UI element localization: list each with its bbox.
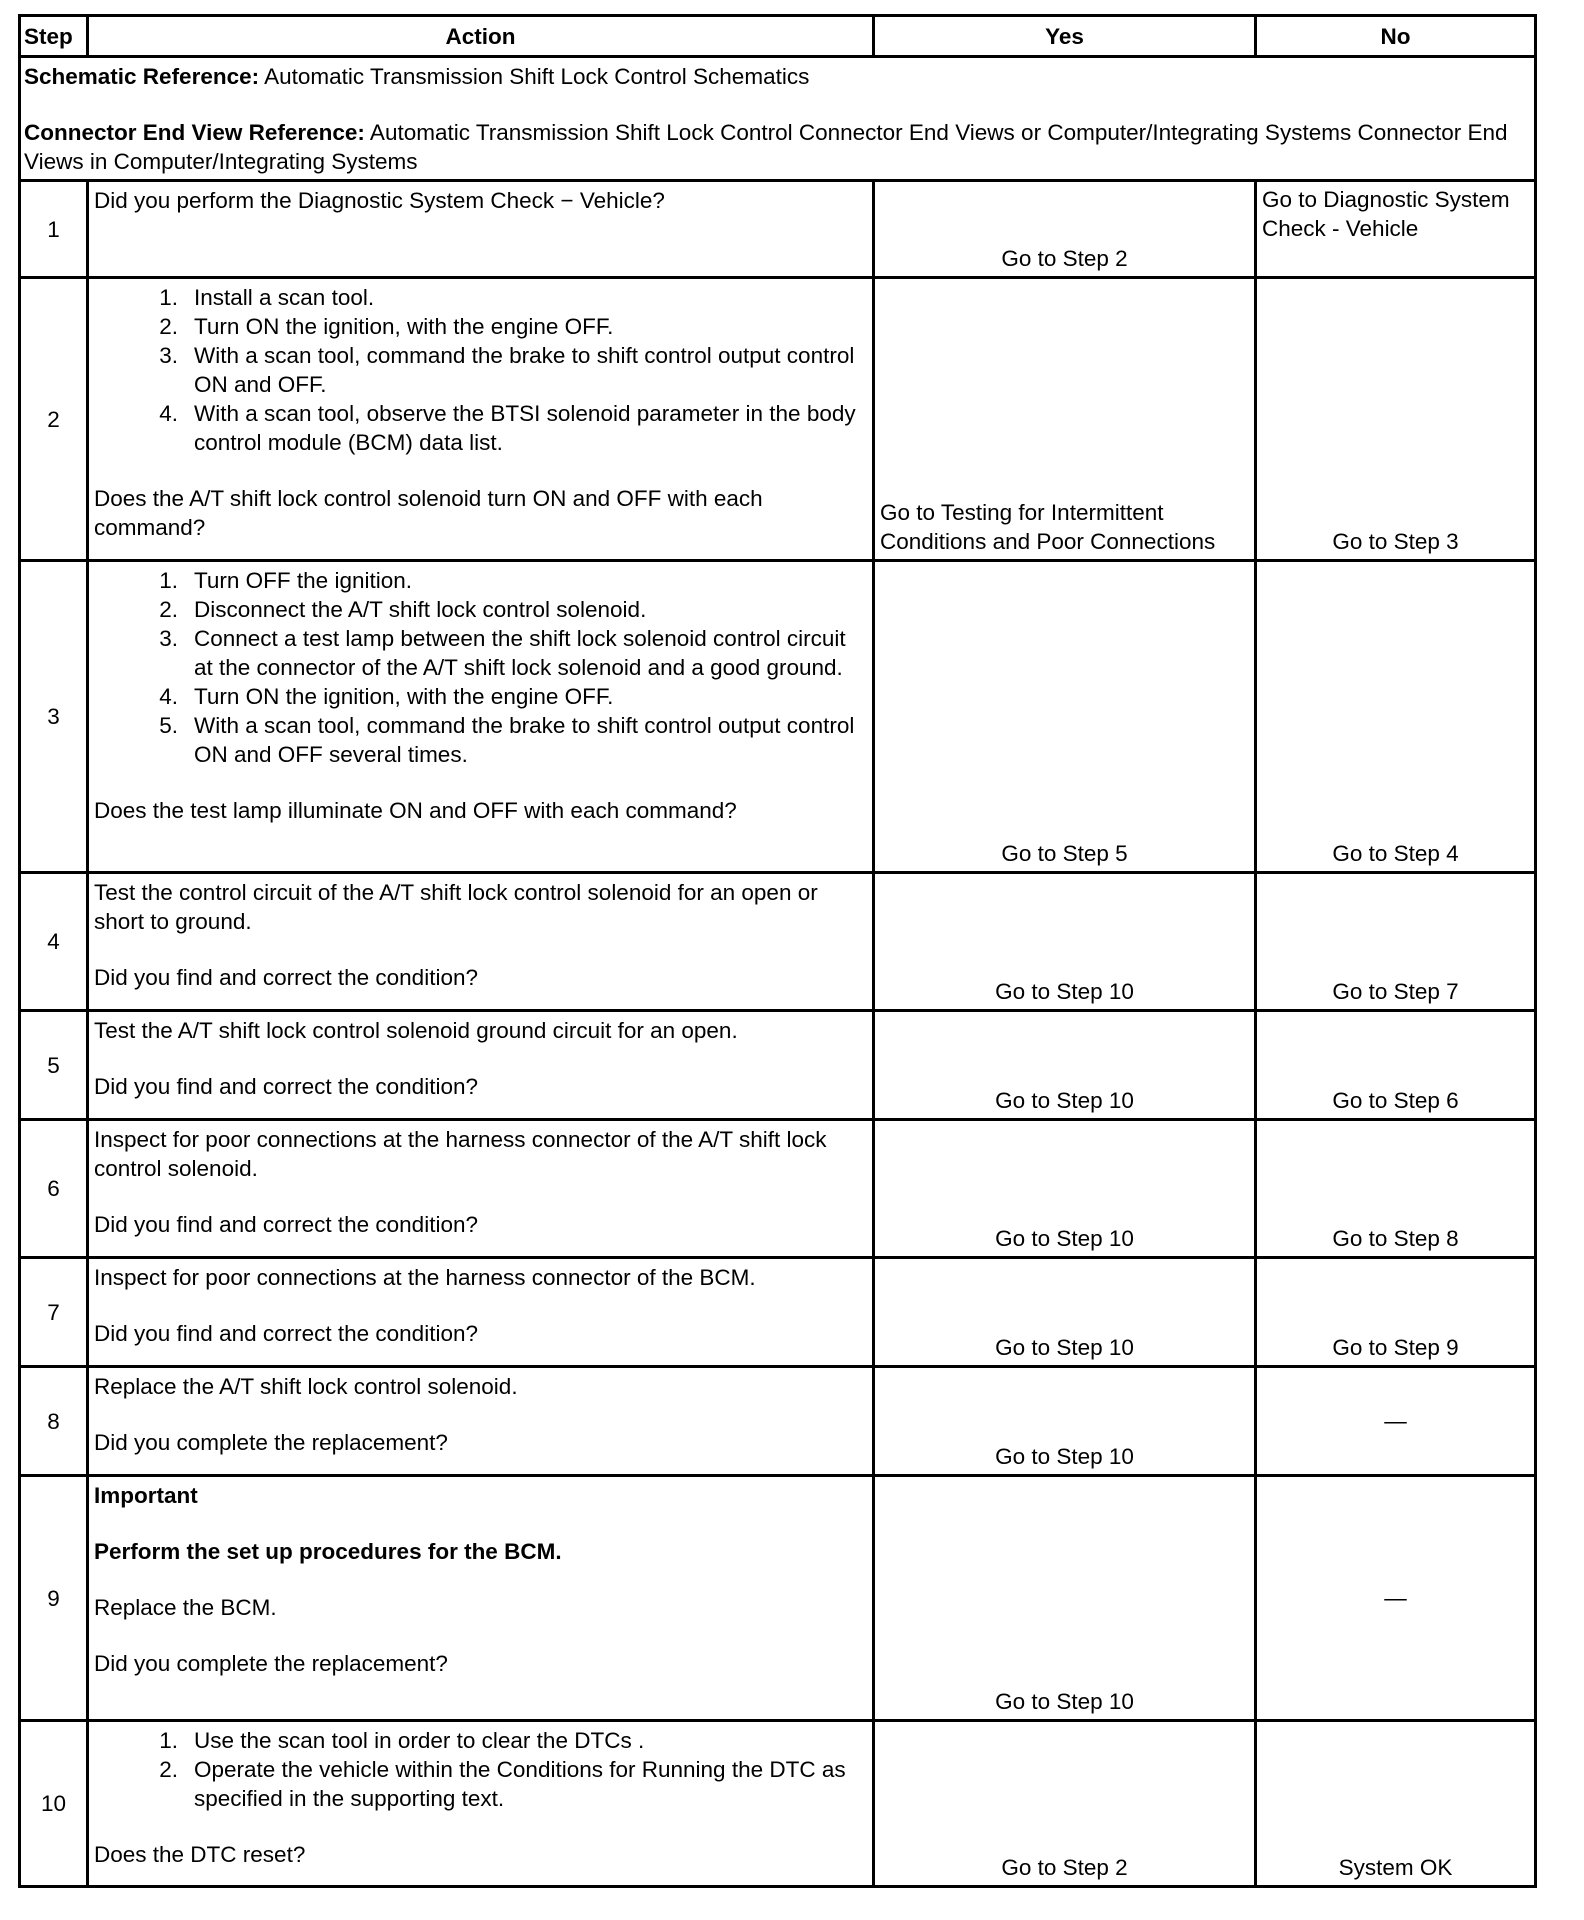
procedure-list (94, 566, 867, 769)
header-no: No (1256, 16, 1536, 57)
table-row (20, 1120, 1536, 1258)
list-item: 2. Turn ON the ignition, with the engine OFF. (159, 314, 614, 339)
reference-cell (20, 57, 1536, 181)
important-heading: Important (94, 1483, 198, 1508)
action-cell (88, 561, 874, 873)
table-row (20, 1367, 1536, 1476)
list-item: 3. With a scan tool, command the brake to shift control output control ON and OFF. (159, 343, 855, 397)
question: Did you find and correct the condition? (94, 1074, 478, 1099)
no-cell: — (1256, 1476, 1536, 1721)
action-cell: Test the A/T shift lock control solenoid ground circuit for an open. Did you find and correct the condition? (88, 1011, 874, 1120)
step-number: 1 (20, 181, 88, 278)
schematic-reference: Schematic Reference: Automatic Transmission Shift Lock Control Schematics (24, 64, 810, 89)
question: Does the A/T shift lock control solenoid turn ON and OFF with each command? (94, 486, 763, 540)
step-number: 3 (20, 561, 88, 873)
list-item: 4. Turn ON the ignition, with the engine OFF. (159, 684, 614, 709)
important-text: Perform the set up procedures for the BCM. (94, 1539, 562, 1564)
list-item: 4. With a scan tool, observe the BTSI solenoid parameter in the body control module (BCM) data list. (159, 401, 856, 455)
procedure-list (94, 283, 867, 457)
action-cell: Did you perform the Diagnostic System Check − Vehicle? (88, 181, 874, 278)
yes-cell: Go to Testing for Intermittent Conditions and Poor Connections (874, 278, 1256, 561)
step-number: 7 (20, 1258, 88, 1367)
step-number: 4 (20, 873, 88, 1011)
list-item: 2. Disconnect the A/T shift lock control solenoid. (159, 597, 647, 622)
no-cell: Go to Step 9 (1256, 1258, 1536, 1367)
question: Did you find and correct the condition? (94, 1321, 478, 1346)
action-cell: Inspect for poor connections at the harness connector of the BCM. Did you find and correct the condition? (88, 1258, 874, 1367)
yes-cell: Go to Step 10 (874, 1011, 1256, 1120)
action-cell: Replace the A/T shift lock control solenoid. Did you complete the replacement? (88, 1367, 874, 1476)
reference-row (20, 57, 1536, 181)
question: Does the DTC reset? (94, 1842, 306, 1867)
table-row (20, 1721, 1536, 1887)
table-row (20, 181, 1536, 278)
step-number: 6 (20, 1120, 88, 1258)
no-cell: Go to Step 7 (1256, 873, 1536, 1011)
action-cell (88, 1721, 874, 1887)
action-cell: Important Perform the set up procedures for the BCM. Replace the BCM. Did you complete the replacement? (88, 1476, 874, 1721)
table-row (20, 873, 1536, 1011)
question: Did you complete the replacement? (94, 1651, 448, 1676)
table-row (20, 1476, 1536, 1721)
no-cell: Go to Step 4 (1256, 561, 1536, 873)
yes-cell: Go to Step 10 (874, 873, 1256, 1011)
question: Did you find and correct the condition? (94, 1212, 478, 1237)
no-cell: — (1256, 1367, 1536, 1476)
procedure-list (94, 1726, 867, 1813)
yes-cell: Go to Step 10 (874, 1120, 1256, 1258)
no-cell: System OK (1256, 1721, 1536, 1887)
step-number: 10 (20, 1721, 88, 1887)
yes-cell: Go to Step 10 (874, 1476, 1256, 1721)
yes-cell: Go to Step 2 (874, 181, 1256, 278)
question: Did you complete the replacement? (94, 1430, 448, 1455)
header-action: Action (88, 16, 874, 57)
action-cell (88, 278, 874, 561)
header-row (20, 16, 1536, 57)
list-item: 5. With a scan tool, command the brake to shift control output control ON and OFF several times. (159, 713, 855, 767)
table-row (20, 1011, 1536, 1120)
header-yes: Yes (874, 16, 1256, 57)
list-item: 1. Use the scan tool in order to clear the DTCs . (159, 1728, 645, 1753)
table-row (20, 561, 1536, 873)
table-row (20, 1258, 1536, 1367)
step-number: 5 (20, 1011, 88, 1120)
no-cell: Go to Step 6 (1256, 1011, 1536, 1120)
list-item: 1. Turn OFF the ignition. (159, 568, 413, 593)
yes-cell: Go to Step 10 (874, 1258, 1256, 1367)
no-cell: Go to Diagnostic System Check - Vehicle (1256, 181, 1536, 278)
yes-cell: Go to Step 5 (874, 561, 1256, 873)
action-cell: Inspect for poor connections at the harness connector of the A/T shift lock control solenoid. Did you find and correct the condition? (88, 1120, 874, 1258)
yes-cell: Go to Step 10 (874, 1367, 1256, 1476)
diagnostic-table (18, 14, 1537, 1888)
list-item: 1. Install a scan tool. (159, 285, 375, 310)
header-step: Step (20, 16, 88, 57)
step-number: 9 (20, 1476, 88, 1721)
step-number: 2 (20, 278, 88, 561)
no-cell: Go to Step 8 (1256, 1120, 1536, 1258)
table-row (20, 278, 1536, 561)
yes-cell: Go to Step 2 (874, 1721, 1256, 1887)
connector-reference: Connector End View Reference: Automatic Transmission Shift Lock Control Connector End Views or Computer/Integrating Systems Connector End Views in Computer/Integrating Systems (24, 120, 1508, 174)
question: Does the test lamp illuminate ON and OFF with each command? (94, 798, 737, 823)
list-item: 2. Operate the vehicle within the Conditions for Running the DTC as specified in the supporting text. (159, 1757, 846, 1811)
no-cell: Go to Step 3 (1256, 278, 1536, 561)
action-cell: Test the control circuit of the A/T shift lock control solenoid for an open or short to ground. Did you find and correct the condition? (88, 873, 874, 1011)
step-number: 8 (20, 1367, 88, 1476)
question: Did you find and correct the condition? (94, 965, 478, 990)
list-item: 3. Connect a test lamp between the shift lock solenoid control circuit at the connector of the A/T shift lock solenoid and a good ground. (159, 626, 846, 680)
